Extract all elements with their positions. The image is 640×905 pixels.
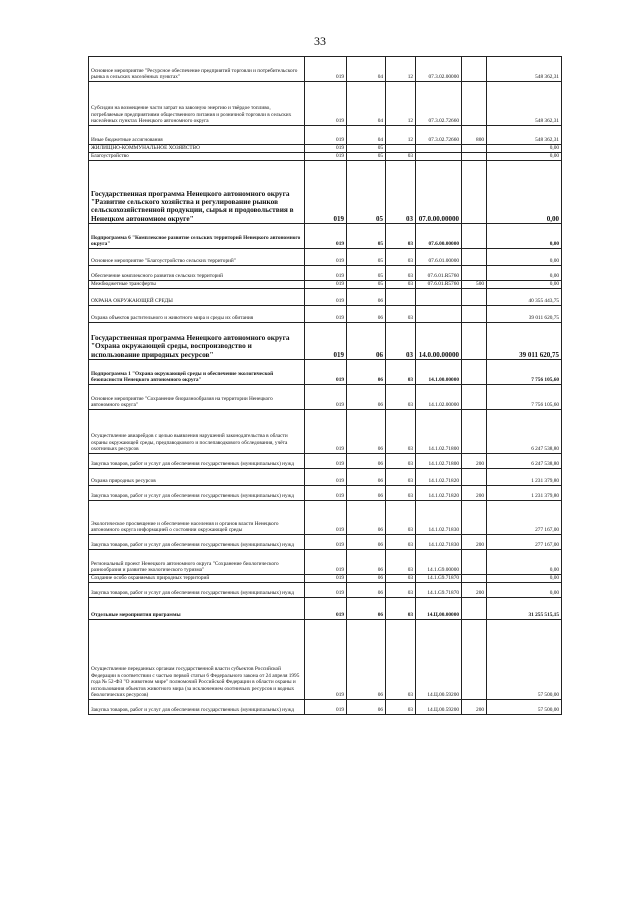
cell-name: Государственная программа Ненецкого автономного округа "Развитие сельского хозяйства и регулирование рынков сельскохозяйственной продукции, сырья и продовольствия в Ненецком автономном округе"	[89, 161, 305, 224]
cell-expense-type: 200	[462, 486, 487, 501]
cell-subsection: 03	[386, 469, 416, 486]
cell-grbs: 019	[305, 224, 347, 249]
cell-subsection: 03	[386, 501, 416, 535]
cell-expense-type	[462, 575, 487, 583]
cell-section: 05	[347, 161, 386, 224]
table-row	[89, 57, 562, 82]
cell-amount: 0,00	[487, 575, 562, 583]
cell-target-article: 14.1.02.71830	[416, 501, 462, 535]
cell-grbs: 019	[305, 550, 347, 575]
cell-amount: 31 255 515,15	[487, 598, 562, 620]
cell-name: Закупка товаров, работ и услуг для обеспечения государственных (муниципальных) нужд	[89, 583, 305, 598]
cell-name: Осуществление переданных органам государственной власти субъектов Российской Федерации в соответствии с частью первой статьи 6 Федерального закона от 24 апреля 1995 года № 52-ФЗ "О животном мире" полномочий Российской Федерации в области охраны и использования объектов животного мира (за исключением охотничьих ресурсов и водных биологических ресурсов)	[89, 620, 305, 700]
cell-target-article	[416, 306, 462, 323]
cell-section: 04	[347, 82, 386, 126]
cell-expense-type	[462, 224, 487, 249]
cell-section: 06	[347, 598, 386, 620]
cell-grbs: 019	[305, 410, 347, 454]
cell-name: Экологическое просвещение и обеспечение населения и органов власти Ненецкого автономного округа информацией о состоянии окружающей среды	[89, 501, 305, 535]
table-row	[89, 82, 562, 126]
table-row	[89, 535, 562, 550]
cell-name: Иные бюджетные ассигнования	[89, 126, 305, 145]
cell-target-article: 14.1.G9.71870	[416, 583, 462, 598]
cell-grbs: 019	[305, 620, 347, 700]
cell-grbs: 019	[305, 469, 347, 486]
cell-grbs: 019	[305, 575, 347, 583]
cell-subsection: 03	[386, 550, 416, 575]
cell-amount: 1 231 379,80	[487, 469, 562, 486]
cell-grbs: 019	[305, 249, 347, 266]
cell-section: 05	[347, 224, 386, 249]
cell-section: 06	[347, 700, 386, 715]
cell-amount: 0,00	[487, 266, 562, 281]
cell-expense-type	[462, 249, 487, 266]
cell-amount: 0,00	[487, 161, 562, 224]
cell-expense-type: 200	[462, 454, 487, 469]
cell-grbs: 019	[305, 598, 347, 620]
cell-name: Закупка товаров, работ и услуг для обеспечения государственных (муниципальных) нужд	[89, 454, 305, 469]
table-row	[89, 161, 562, 224]
cell-section: 06	[347, 550, 386, 575]
cell-expense-type	[462, 161, 487, 224]
cell-expense-type	[462, 323, 487, 360]
table-row	[89, 224, 562, 249]
cell-section: 05	[347, 249, 386, 266]
cell-target-article: 07.6.01.00000	[416, 249, 462, 266]
cell-target-article: 07.6.00.00000	[416, 224, 462, 249]
cell-amount: 548 362,31	[487, 57, 562, 82]
cell-grbs: 019	[305, 454, 347, 469]
cell-grbs: 019	[305, 486, 347, 501]
cell-target-article: 07.6.01.R5760	[416, 281, 462, 289]
cell-grbs: 019	[305, 57, 347, 82]
cell-grbs: 019	[305, 126, 347, 145]
cell-target-article: 14.1.02.71820	[416, 469, 462, 486]
table-row	[89, 598, 562, 620]
table-row	[89, 323, 562, 360]
cell-subsection: 03	[386, 620, 416, 700]
table-row	[89, 486, 562, 501]
cell-name: Основное мероприятие "Сохранение биоразнообразия на территории Ненецкого автономного округа"	[89, 385, 305, 410]
cell-name: Осуществление авиарейдов с целью выявления нарушений законодательства в области охраны окружающей среды, предпаводкового и послепаводкового обследования, учёта охотничьих ресурсов	[89, 410, 305, 454]
cell-name: Субсидии на возмещение части затрат на завозную энергию и твёрдое топливо, потребляемые предприятиями общественного питания и розничной торговли в сельских населённых пунктах Ненецкого автономного округа	[89, 82, 305, 126]
cell-amount: 0,00	[487, 550, 562, 575]
cell-section: 06	[347, 575, 386, 583]
cell-subsection: 12	[386, 126, 416, 145]
cell-subsection: 03	[386, 598, 416, 620]
cell-grbs: 019	[305, 700, 347, 715]
cell-section: 05	[347, 281, 386, 289]
cell-amount: 277 167,00	[487, 535, 562, 550]
cell-subsection: 12	[386, 57, 416, 82]
cell-name: Благоустройство	[89, 153, 305, 161]
cell-name: Закупка товаров, работ и услуг для обеспечения государственных (муниципальных) нужд	[89, 486, 305, 501]
cell-expense-type	[462, 289, 487, 306]
cell-name: Региональный проект Ненецкого автономного округа "Сохранение биологического разнообразия и развитие экологического туризма"	[89, 550, 305, 575]
cell-target-article: 14.1.G9.00000	[416, 550, 462, 575]
cell-target-article: 07.3.02.72660	[416, 82, 462, 126]
table-row	[89, 289, 562, 306]
cell-amount: 0,00	[487, 249, 562, 266]
cell-grbs: 019	[305, 153, 347, 161]
table-row	[89, 501, 562, 535]
cell-target-article: 14.1.02.71800	[416, 454, 462, 469]
cell-subsection: 03	[386, 306, 416, 323]
cell-section: 06	[347, 469, 386, 486]
cell-expense-type: 500	[462, 281, 487, 289]
cell-expense-type	[462, 501, 487, 535]
cell-subsection: 03	[386, 249, 416, 266]
cell-expense-type	[462, 266, 487, 281]
budget-table	[88, 56, 562, 715]
cell-subsection: 03	[386, 224, 416, 249]
cell-name: Охрана природных ресурсов	[89, 469, 305, 486]
cell-name: Основное мероприятие "Ресурсное обеспечение предприятий торговли и потребительского рынка в сельских населённых пунктах"	[89, 57, 305, 82]
cell-grbs: 019	[305, 306, 347, 323]
table-row	[89, 575, 562, 583]
cell-amount: 277 167,00	[487, 501, 562, 535]
table-row	[89, 145, 562, 153]
cell-grbs: 019	[305, 266, 347, 281]
cell-amount: 7 756 105,60	[487, 360, 562, 385]
cell-section: 06	[347, 454, 386, 469]
cell-grbs: 019	[305, 281, 347, 289]
cell-amount: 6 247 538,80	[487, 410, 562, 454]
cell-amount: 0,00	[487, 583, 562, 598]
cell-section: 06	[347, 620, 386, 700]
cell-subsection: 03	[386, 535, 416, 550]
cell-subsection: 03	[386, 161, 416, 224]
cell-section: 06	[347, 385, 386, 410]
cell-name: Межбюджетные трансферты	[89, 281, 305, 289]
cell-section: 06	[347, 306, 386, 323]
table-row	[89, 469, 562, 486]
table-row	[89, 550, 562, 575]
cell-subsection: 03	[386, 583, 416, 598]
cell-section: 06	[347, 486, 386, 501]
cell-amount: 40 355 443,75	[487, 289, 562, 306]
table-row	[89, 410, 562, 454]
cell-subsection: 03	[386, 486, 416, 501]
cell-target-article: 07.3.02.72660	[416, 126, 462, 145]
cell-subsection: 03	[386, 410, 416, 454]
cell-grbs: 019	[305, 145, 347, 153]
cell-subsection: 03	[386, 700, 416, 715]
cell-section: 05	[347, 145, 386, 153]
table-row	[89, 249, 562, 266]
cell-target-article: 14.1.00.00000	[416, 360, 462, 385]
cell-amount: 39 011 620,75	[487, 306, 562, 323]
cell-expense-type	[462, 57, 487, 82]
cell-amount: 548 362,31	[487, 126, 562, 145]
cell-target-article	[416, 145, 462, 153]
table-row	[89, 266, 562, 281]
cell-section: 06	[347, 583, 386, 598]
cell-expense-type	[462, 598, 487, 620]
cell-name: Государственная программа Ненецкого автономного округа "Охрана окружающей среды, воспроизводство и использование природных ресурсов"	[89, 323, 305, 360]
cell-subsection: 03	[386, 385, 416, 410]
table-row	[89, 454, 562, 469]
cell-subsection: 03	[386, 153, 416, 161]
cell-target-article	[416, 289, 462, 306]
cell-grbs: 019	[305, 82, 347, 126]
cell-subsection: 03	[386, 454, 416, 469]
cell-amount: 0,00	[487, 224, 562, 249]
cell-name: Отдельные мероприятия программы	[89, 598, 305, 620]
cell-subsection: 03	[386, 281, 416, 289]
cell-expense-type: 800	[462, 126, 487, 145]
cell-target-article: 14.1.02.71800	[416, 410, 462, 454]
cell-amount: 57 500,00	[487, 700, 562, 715]
cell-name: Подпрограмма 1 "Охрана окружающей среды и обеспечение экологической безопасности Ненецкого автономного округа"	[89, 360, 305, 385]
cell-subsection: 03	[386, 575, 416, 583]
cell-amount: 57 500,00	[487, 620, 562, 700]
table-row	[89, 306, 562, 323]
cell-expense-type: 200	[462, 700, 487, 715]
cell-grbs: 019	[305, 385, 347, 410]
cell-expense-type	[462, 469, 487, 486]
cell-subsection	[386, 289, 416, 306]
table-row	[89, 620, 562, 700]
cell-expense-type: 200	[462, 583, 487, 598]
cell-amount: 548 362,31	[487, 82, 562, 126]
cell-name: Обеспечение комплексного развития сельских территорий	[89, 266, 305, 281]
cell-amount: 7 756 105,60	[487, 385, 562, 410]
cell-section: 04	[347, 57, 386, 82]
cell-name: Основное мероприятие "Благоустройство сельских территорий"	[89, 249, 305, 266]
cell-grbs: 019	[305, 323, 347, 360]
cell-amount: 0,00	[487, 281, 562, 289]
cell-section: 06	[347, 289, 386, 306]
cell-target-article: 07.6.01.R5760	[416, 266, 462, 281]
cell-grbs: 019	[305, 535, 347, 550]
table-row	[89, 360, 562, 385]
page-number: 33	[314, 34, 326, 48]
cell-name: Создание особо охраняемых природных территорий	[89, 575, 305, 583]
cell-name: ОХРАНА ОКРУЖАЮЩЕЙ СРЕДЫ	[89, 289, 305, 306]
cell-section: 06	[347, 535, 386, 550]
cell-amount: 0,00	[487, 153, 562, 161]
cell-section: 06	[347, 410, 386, 454]
cell-subsection: 03	[386, 360, 416, 385]
cell-amount: 0,00	[487, 145, 562, 153]
cell-section: 06	[347, 323, 386, 360]
cell-name: Закупка товаров, работ и услуг для обеспечения государственных (муниципальных) нужд	[89, 535, 305, 550]
cell-target-article: 14.Ц.00.00000	[416, 598, 462, 620]
cell-name: Охрана объектов растительного и животного мира и среды их обитания	[89, 306, 305, 323]
cell-amount: 6 247 538,80	[487, 454, 562, 469]
cell-target-article: 14.0.00.00000	[416, 323, 462, 360]
cell-target-article: 14.Ц.00.59200	[416, 620, 462, 700]
cell-subsection	[386, 145, 416, 153]
budget-table-body	[89, 57, 562, 715]
cell-subsection: 03	[386, 266, 416, 281]
cell-expense-type	[462, 385, 487, 410]
table-row	[89, 281, 562, 289]
table-row	[89, 385, 562, 410]
cell-grbs: 019	[305, 161, 347, 224]
cell-section: 06	[347, 501, 386, 535]
table-row	[89, 700, 562, 715]
cell-target-article: 07.0.00.00000	[416, 161, 462, 224]
cell-target-article: 07.3.02.00000	[416, 57, 462, 82]
cell-section: 05	[347, 153, 386, 161]
cell-subsection: 12	[386, 82, 416, 126]
cell-section: 05	[347, 266, 386, 281]
cell-target-article: 14.1.02.00000	[416, 385, 462, 410]
cell-name: ЖИЛИЩНО-КОММУНАЛЬНОЕ ХОЗЯЙСТВО	[89, 145, 305, 153]
cell-target-article: 14.1.G9.71870	[416, 575, 462, 583]
cell-expense-type	[462, 410, 487, 454]
cell-section: 04	[347, 126, 386, 145]
table-row	[89, 583, 562, 598]
cell-name: Закупка товаров, работ и услуг для обеспечения государственных (муниципальных) нужд	[89, 700, 305, 715]
table-row	[89, 126, 562, 145]
cell-expense-type	[462, 153, 487, 161]
cell-grbs: 019	[305, 360, 347, 385]
cell-expense-type	[462, 620, 487, 700]
cell-section: 06	[347, 360, 386, 385]
cell-expense-type	[462, 82, 487, 126]
cell-target-article: 14.Ц.00.59200	[416, 700, 462, 715]
cell-amount: 1 231 379,80	[487, 486, 562, 501]
cell-target-article: 14.1.02.71820	[416, 486, 462, 501]
table-row	[89, 153, 562, 161]
cell-name: Подпрограмма 6 "Комплексное развитие сельских территорий Ненецкого автономного округа"	[89, 224, 305, 249]
cell-grbs: 019	[305, 501, 347, 535]
cell-expense-type	[462, 145, 487, 153]
cell-expense-type: 200	[462, 535, 487, 550]
cell-expense-type	[462, 550, 487, 575]
cell-expense-type	[462, 306, 487, 323]
cell-target-article	[416, 153, 462, 161]
cell-subsection: 03	[386, 323, 416, 360]
cell-grbs: 019	[305, 289, 347, 306]
cell-expense-type	[462, 360, 487, 385]
cell-target-article: 14.1.02.71830	[416, 535, 462, 550]
cell-grbs: 019	[305, 583, 347, 598]
cell-amount: 39 011 620,75	[487, 323, 562, 360]
